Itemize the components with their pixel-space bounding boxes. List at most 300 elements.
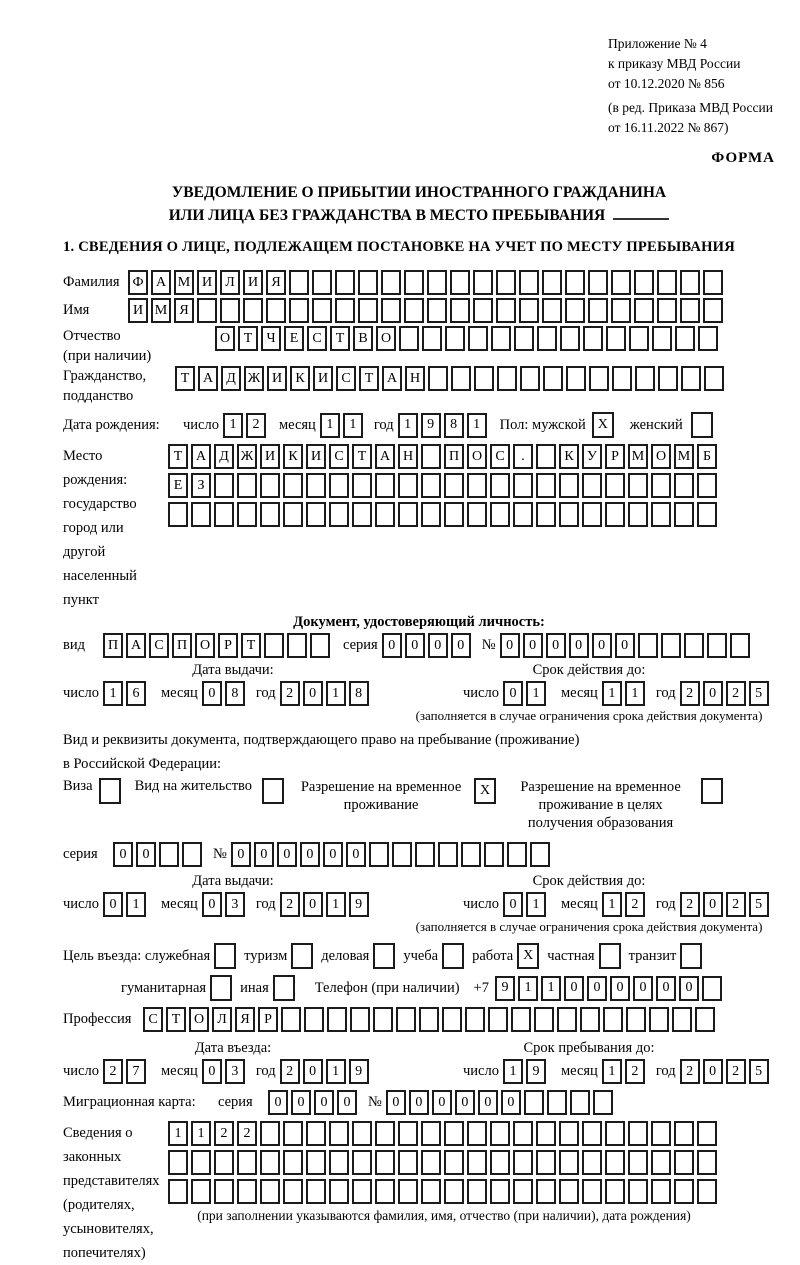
cell[interactable] (197, 298, 217, 323)
cell[interactable]: Т (238, 326, 258, 351)
cell[interactable]: Т (166, 1007, 186, 1032)
birth-place-row2-cells[interactable] (168, 473, 720, 498)
cell[interactable] (680, 270, 700, 295)
cell[interactable] (543, 366, 563, 391)
residence-expiry-day-cells[interactable] (503, 892, 549, 917)
cell[interactable]: 0 (303, 681, 323, 706)
cell[interactable]: 9 (421, 413, 441, 438)
cell[interactable] (490, 1179, 510, 1204)
cell[interactable] (674, 1179, 694, 1204)
cell[interactable] (490, 1121, 510, 1146)
cell[interactable]: 0 (202, 681, 222, 706)
cell[interactable]: 2 (726, 892, 746, 917)
cell[interactable] (421, 502, 441, 527)
cell[interactable] (467, 502, 487, 527)
cell[interactable]: 0 (503, 892, 523, 917)
cell[interactable] (444, 1121, 464, 1146)
cell[interactable]: Р (218, 633, 238, 658)
cell[interactable] (661, 633, 681, 658)
cell[interactable] (220, 298, 240, 323)
cell[interactable] (680, 298, 700, 323)
cell[interactable] (473, 270, 493, 295)
cell[interactable] (381, 270, 401, 295)
cell[interactable] (702, 976, 722, 1001)
cell[interactable] (260, 473, 280, 498)
cell[interactable]: . (513, 444, 533, 469)
cell[interactable] (588, 298, 608, 323)
cell[interactable]: 0 (346, 842, 366, 867)
cell[interactable]: 0 (523, 633, 543, 658)
cell[interactable] (350, 1007, 370, 1032)
cell[interactable] (375, 1121, 395, 1146)
cell[interactable] (398, 1179, 418, 1204)
cell[interactable] (214, 1150, 234, 1175)
cell[interactable]: 1 (320, 413, 340, 438)
cell[interactable]: 5 (749, 681, 769, 706)
cell[interactable]: 0 (300, 842, 320, 867)
cell[interactable] (519, 298, 539, 323)
cell[interactable] (310, 633, 330, 658)
cell[interactable] (467, 473, 487, 498)
cell[interactable]: 0 (610, 976, 630, 1001)
cell[interactable] (398, 1121, 418, 1146)
cell[interactable]: С (149, 633, 169, 658)
cell[interactable]: И (313, 366, 333, 391)
cell[interactable]: Н (398, 444, 418, 469)
cell[interactable]: У (582, 444, 602, 469)
cell[interactable]: 0 (503, 681, 523, 706)
cell[interactable] (605, 473, 625, 498)
phone-cells[interactable] (495, 976, 725, 1001)
cell[interactable]: 0 (277, 842, 297, 867)
cell[interactable] (697, 1121, 717, 1146)
cell[interactable] (421, 473, 441, 498)
cell[interactable]: 1 (168, 1121, 188, 1146)
cell[interactable]: 0 (405, 633, 425, 658)
cell[interactable] (312, 270, 332, 295)
cell[interactable]: 0 (569, 633, 589, 658)
cell[interactable] (329, 1121, 349, 1146)
cell[interactable] (628, 473, 648, 498)
cell[interactable]: А (191, 444, 211, 469)
cell[interactable] (519, 270, 539, 295)
cell[interactable] (514, 326, 534, 351)
cell[interactable] (559, 1150, 579, 1175)
cell[interactable] (611, 270, 631, 295)
cell[interactable]: 2 (280, 892, 300, 917)
cell[interactable] (582, 1179, 602, 1204)
cell[interactable]: 2 (680, 681, 700, 706)
cell[interactable]: 7 (126, 1059, 146, 1084)
cell[interactable] (444, 502, 464, 527)
birth-place-row3-cells[interactable] (168, 502, 720, 527)
residence-expiry-month-cells[interactable] (602, 892, 648, 917)
cell[interactable] (629, 326, 649, 351)
cell[interactable] (658, 366, 678, 391)
cell[interactable]: 6 (126, 681, 146, 706)
cell[interactable]: 0 (268, 1090, 288, 1115)
cell[interactable] (427, 298, 447, 323)
cell[interactable]: 0 (478, 1090, 498, 1115)
cell[interactable] (496, 298, 516, 323)
cell[interactable] (565, 298, 585, 323)
cell[interactable]: 0 (432, 1090, 452, 1115)
cell[interactable] (352, 1150, 372, 1175)
cell[interactable]: 0 (202, 1059, 222, 1084)
representatives-row2-cells[interactable] (168, 1150, 720, 1175)
cell[interactable] (626, 1007, 646, 1032)
doc-kind-cells[interactable] (103, 633, 333, 658)
cell[interactable] (582, 473, 602, 498)
cell[interactable] (329, 473, 349, 498)
residence-series-cells[interactable] (113, 842, 205, 867)
cell[interactable]: 0 (679, 976, 699, 1001)
cell[interactable] (566, 366, 586, 391)
cell[interactable] (283, 473, 303, 498)
cell[interactable] (260, 1150, 280, 1175)
cell[interactable]: 1 (503, 1059, 523, 1084)
cell[interactable] (536, 1150, 556, 1175)
cell[interactable] (444, 473, 464, 498)
cell[interactable] (491, 326, 511, 351)
cell[interactable] (467, 1150, 487, 1175)
cell[interactable] (168, 1150, 188, 1175)
cell[interactable]: 0 (113, 842, 133, 867)
cell[interactable] (675, 326, 695, 351)
cell[interactable] (497, 366, 517, 391)
cell[interactable] (536, 473, 556, 498)
cell[interactable]: 2 (280, 1059, 300, 1084)
cell[interactable]: П (103, 633, 123, 658)
cell[interactable] (652, 326, 672, 351)
temp-permit-checkbox[interactable]: X (474, 778, 496, 804)
representatives-row1-cells[interactable] (168, 1121, 720, 1146)
doc-issue-year-cells[interactable] (280, 681, 372, 706)
entry-year-cells[interactable] (280, 1059, 372, 1084)
cell[interactable]: Я (174, 298, 194, 323)
cell[interactable] (444, 1150, 464, 1175)
cell[interactable]: К (283, 444, 303, 469)
cell[interactable]: М (628, 444, 648, 469)
cell[interactable]: 0 (202, 892, 222, 917)
cell[interactable] (398, 502, 418, 527)
cell[interactable]: 0 (703, 1059, 723, 1084)
cell[interactable]: 1 (518, 976, 538, 1001)
cell[interactable] (329, 1150, 349, 1175)
cell[interactable]: 9 (495, 976, 515, 1001)
cell[interactable] (375, 1179, 395, 1204)
cell[interactable] (559, 1179, 579, 1204)
cell[interactable] (392, 842, 412, 867)
cell[interactable] (484, 842, 504, 867)
cell[interactable]: А (198, 366, 218, 391)
cell[interactable] (559, 473, 579, 498)
cell[interactable]: 2 (726, 1059, 746, 1084)
cell[interactable] (358, 270, 378, 295)
entry-month-cells[interactable] (202, 1059, 248, 1084)
cell[interactable]: Т (352, 444, 372, 469)
cell[interactable]: 0 (303, 892, 323, 917)
doc-issue-day-cells[interactable] (103, 681, 149, 706)
birth-day-cells[interactable] (223, 413, 269, 438)
cell[interactable] (536, 1179, 556, 1204)
cell[interactable] (214, 1179, 234, 1204)
cell[interactable]: Е (168, 473, 188, 498)
cell[interactable]: Б (697, 444, 717, 469)
cell[interactable] (467, 1179, 487, 1204)
cell[interactable] (635, 366, 655, 391)
cell[interactable]: Т (359, 366, 379, 391)
migration-series-cells[interactable] (268, 1090, 360, 1115)
cell[interactable] (352, 1179, 372, 1204)
cell[interactable]: 1 (602, 892, 622, 917)
cell[interactable]: 1 (223, 413, 243, 438)
cell[interactable] (638, 633, 658, 658)
cell[interactable]: А (126, 633, 146, 658)
purpose-official-checkbox[interactable] (214, 943, 236, 969)
cell[interactable]: Д (221, 366, 241, 391)
cell[interactable] (283, 1150, 303, 1175)
cell[interactable] (289, 270, 309, 295)
cell[interactable]: О (215, 326, 235, 351)
doc-expiry-month-cells[interactable] (602, 681, 648, 706)
cell[interactable] (369, 842, 389, 867)
cell[interactable]: Н (405, 366, 425, 391)
cell[interactable]: 0 (386, 1090, 406, 1115)
cell[interactable]: О (376, 326, 396, 351)
cell[interactable]: 8 (225, 681, 245, 706)
cell[interactable] (593, 1090, 613, 1115)
cell[interactable] (703, 270, 723, 295)
cell[interactable] (237, 473, 257, 498)
purpose-humanitarian-checkbox[interactable] (210, 975, 232, 1001)
cell[interactable] (375, 502, 395, 527)
cell[interactable]: И (306, 444, 326, 469)
cell[interactable]: Я (266, 270, 286, 295)
cell[interactable] (524, 1090, 544, 1115)
cell[interactable] (473, 298, 493, 323)
cell[interactable] (381, 298, 401, 323)
cell[interactable] (191, 1150, 211, 1175)
cell[interactable]: К (290, 366, 310, 391)
cell[interactable] (450, 270, 470, 295)
cell[interactable] (451, 366, 471, 391)
cell[interactable] (513, 473, 533, 498)
cell[interactable] (306, 1121, 326, 1146)
cell[interactable]: 9 (526, 1059, 546, 1084)
doc-series-cells[interactable] (382, 633, 474, 658)
cell[interactable]: Т (241, 633, 261, 658)
cell[interactable]: С (307, 326, 327, 351)
cell[interactable]: 3 (225, 892, 245, 917)
cell[interactable] (513, 1121, 533, 1146)
purpose-work-checkbox[interactable]: X (517, 943, 539, 969)
cell[interactable]: О (195, 633, 215, 658)
cell[interactable] (375, 1150, 395, 1175)
cell[interactable]: П (172, 633, 192, 658)
cell[interactable] (547, 1090, 567, 1115)
cell[interactable] (628, 502, 648, 527)
profession-cells[interactable] (143, 1007, 718, 1032)
cell[interactable]: И (260, 444, 280, 469)
cell[interactable] (583, 326, 603, 351)
cell[interactable] (651, 1150, 671, 1175)
cell[interactable] (507, 842, 527, 867)
cell[interactable] (260, 502, 280, 527)
cell[interactable]: 2 (280, 681, 300, 706)
stay-year-cells[interactable] (680, 1059, 772, 1084)
cell[interactable] (589, 366, 609, 391)
cell[interactable]: Р (258, 1007, 278, 1032)
cell[interactable] (651, 473, 671, 498)
cell[interactable]: 0 (703, 681, 723, 706)
cell[interactable] (415, 842, 435, 867)
cell[interactable] (445, 326, 465, 351)
cell[interactable]: И (128, 298, 148, 323)
cell[interactable]: 1 (326, 681, 346, 706)
cell[interactable] (681, 366, 701, 391)
cell[interactable]: 2 (214, 1121, 234, 1146)
cell[interactable]: 0 (546, 633, 566, 658)
cell[interactable] (421, 1179, 441, 1204)
cell[interactable] (565, 270, 585, 295)
cell[interactable] (427, 270, 447, 295)
cell[interactable]: 0 (656, 976, 676, 1001)
cell[interactable] (404, 298, 424, 323)
cell[interactable]: 0 (254, 842, 274, 867)
purpose-tourism-checkbox[interactable] (291, 943, 313, 969)
cell[interactable]: 1 (326, 1059, 346, 1084)
cell[interactable]: А (375, 444, 395, 469)
cell[interactable] (674, 1121, 694, 1146)
birth-year-cells[interactable] (398, 413, 490, 438)
cell[interactable] (283, 502, 303, 527)
cell[interactable]: 0 (314, 1090, 334, 1115)
residence-number-cells[interactable] (231, 842, 553, 867)
cell[interactable] (511, 1007, 531, 1032)
cell[interactable] (542, 298, 562, 323)
cell[interactable] (730, 633, 750, 658)
cell[interactable]: А (151, 270, 171, 295)
cell[interactable] (214, 502, 234, 527)
cell[interactable] (358, 298, 378, 323)
cell[interactable] (534, 1007, 554, 1032)
cell[interactable] (168, 1179, 188, 1204)
cell[interactable]: Е (284, 326, 304, 351)
cell[interactable] (243, 298, 263, 323)
cell[interactable] (520, 366, 540, 391)
cell[interactable]: 0 (409, 1090, 429, 1115)
doc-number-cells[interactable] (500, 633, 753, 658)
cell[interactable]: 2 (625, 1059, 645, 1084)
citizenship-cells[interactable] (175, 366, 727, 391)
cell[interactable] (352, 473, 372, 498)
cell[interactable]: Ж (244, 366, 264, 391)
cell[interactable] (490, 502, 510, 527)
cell[interactable] (612, 366, 632, 391)
cell[interactable]: 1 (541, 976, 561, 1001)
cell[interactable]: Д (214, 444, 234, 469)
cell[interactable] (674, 473, 694, 498)
cell[interactable] (474, 366, 494, 391)
cell[interactable]: 2 (680, 1059, 700, 1084)
cell[interactable]: И (267, 366, 287, 391)
cell[interactable] (422, 326, 442, 351)
cell[interactable]: Л (212, 1007, 232, 1032)
doc-expiry-day-cells[interactable] (503, 681, 549, 706)
cell[interactable]: 3 (225, 1059, 245, 1084)
cell[interactable]: З (191, 473, 211, 498)
cell[interactable] (697, 1150, 717, 1175)
cell[interactable]: 1 (526, 892, 546, 917)
cell[interactable]: С (143, 1007, 163, 1032)
cell[interactable]: Ф (128, 270, 148, 295)
cell[interactable]: О (189, 1007, 209, 1032)
cell[interactable] (684, 633, 704, 658)
cell[interactable]: 2 (625, 892, 645, 917)
cell[interactable] (304, 1007, 324, 1032)
cell[interactable] (707, 633, 727, 658)
cell[interactable]: 8 (349, 681, 369, 706)
cell[interactable] (697, 502, 717, 527)
sex-male-checkbox[interactable]: X (592, 412, 614, 438)
cell[interactable] (214, 473, 234, 498)
cell[interactable] (542, 270, 562, 295)
stay-month-cells[interactable] (602, 1059, 648, 1084)
cell[interactable] (588, 270, 608, 295)
residence-issue-day-cells[interactable] (103, 892, 149, 917)
cell[interactable]: О (651, 444, 671, 469)
cell[interactable] (329, 502, 349, 527)
cell[interactable]: И (197, 270, 217, 295)
cell[interactable]: 8 (444, 413, 464, 438)
given-name-cells[interactable] (128, 298, 726, 323)
cell[interactable] (289, 298, 309, 323)
cell[interactable] (657, 270, 677, 295)
representatives-row3-cells[interactable] (168, 1179, 720, 1204)
cell[interactable] (674, 502, 694, 527)
cell[interactable] (513, 1150, 533, 1175)
cell[interactable]: 2 (103, 1059, 123, 1084)
cell[interactable] (536, 502, 556, 527)
cell[interactable] (513, 502, 533, 527)
cell[interactable] (628, 1121, 648, 1146)
cell[interactable] (697, 1179, 717, 1204)
purpose-business-checkbox[interactable] (373, 943, 395, 969)
cell[interactable] (651, 502, 671, 527)
cell[interactable] (490, 1150, 510, 1175)
cell[interactable]: С (490, 444, 510, 469)
cell[interactable] (283, 1179, 303, 1204)
cell[interactable]: И (243, 270, 263, 295)
purpose-other-checkbox[interactable] (273, 975, 295, 1001)
cell[interactable] (628, 1150, 648, 1175)
cell[interactable]: М (674, 444, 694, 469)
cell[interactable] (606, 326, 626, 351)
cell[interactable] (266, 298, 286, 323)
cell[interactable] (536, 444, 556, 469)
cell[interactable]: Я (235, 1007, 255, 1032)
residence-issue-year-cells[interactable] (280, 892, 372, 917)
cell[interactable] (537, 326, 557, 351)
cell[interactable] (237, 502, 257, 527)
cell[interactable] (557, 1007, 577, 1032)
cell[interactable]: 0 (615, 633, 635, 658)
cell[interactable]: 0 (501, 1090, 521, 1115)
cell[interactable] (260, 1179, 280, 1204)
residence-permit-checkbox[interactable] (262, 778, 284, 804)
purpose-private-checkbox[interactable] (599, 943, 621, 969)
